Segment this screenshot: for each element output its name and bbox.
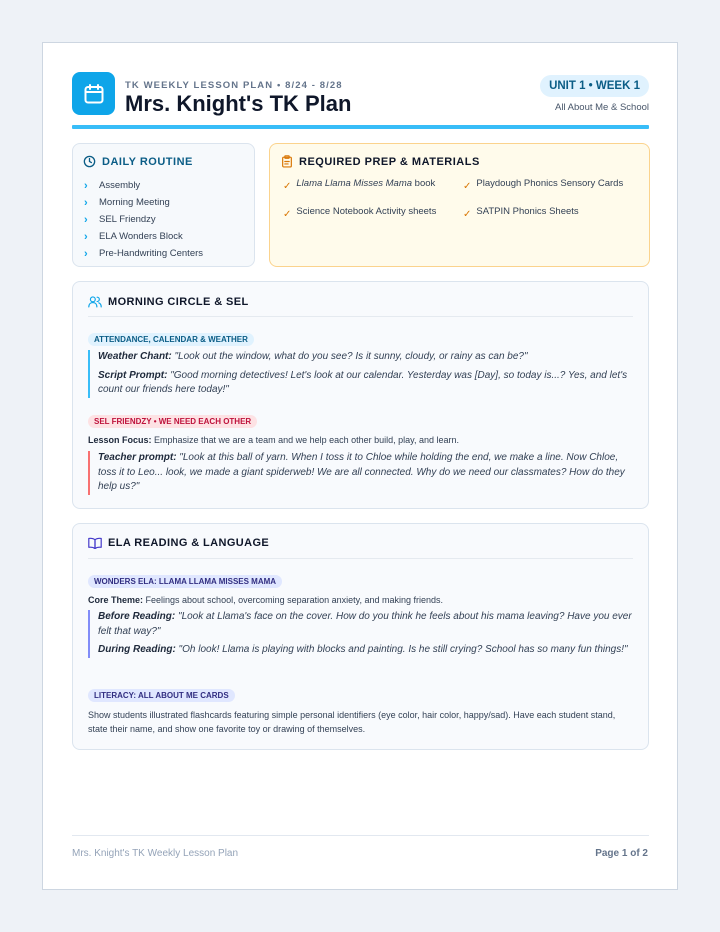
chevron-right-icon: › [84,196,88,209]
material-label: book [412,178,436,189]
material-label: SATPIN Phonics Sheets [476,206,579,217]
reading-prompts [88,610,633,658]
routine-item [84,211,203,228]
daily-routine-title: DAILY ROUTINE [102,155,193,168]
chevron-right-icon: › [84,247,88,260]
material-item [283,177,453,193]
before-reading-label: Before Reading: [98,611,176,622]
routine-item-label: ELA Wonders Block [99,231,183,242]
core-theme-label: Core Theme: [88,595,144,605]
lesson-plan-page [42,42,678,890]
required-prep-heading [281,155,480,168]
morning-circle-section [72,281,649,509]
teacher-prompt-block [88,451,633,495]
material-label: Science Notebook Activity sheets [296,206,437,217]
routine-item [84,228,203,245]
chevron-right-icon: › [84,213,88,226]
during-reading-text: "Oh look! Llama is playing with blocks and painting. Is he still crying? School has so many fun things!" [175,644,628,655]
footer-title: Mrs. Knight's TK Weekly Lesson Plan [72,848,239,859]
morning-circle-heading [88,295,249,308]
teacher-prompt [98,451,633,495]
before-reading [98,610,633,639]
morning-circle-title: MORNING CIRCLE & SEL [108,295,249,308]
routine-list [84,177,203,262]
clock-icon [83,155,96,168]
script-prompt-text: "Good morning detectives! Let's look at our calendar. Yesterday was [Day], so today is...? Yes, and let's count our friends here today!" [98,369,628,395]
weather-chant [98,350,633,365]
material-label: Playdough Phonics Sensory Cards [476,178,624,189]
check-icon: ✓ [283,209,292,220]
lesson-focus-text: Emphasize that we are a team and we help each other build, play, and learn. [151,435,460,445]
sel-friendzy-tag: SEL FRIENDZY • WE NEED EACH OTHER [88,415,257,428]
footer-divider [72,835,649,836]
core-theme-text: Feelings about school, overcoming separation anxiety, and making friends. [143,595,444,605]
ela-reading-heading [88,537,269,549]
lesson-focus-label: Lesson Focus: [88,435,152,445]
page-title: Mrs. Knight's TK Plan [125,91,352,116]
literacy-tag: LITERACY: ALL ABOUT ME CARDS [88,689,235,702]
material-item [283,205,453,221]
unit-week-badge: UNIT 1 • WEEK 1 [540,75,649,97]
material-item [463,205,633,221]
wonders-ela-tag: WONDERS ELA: LLAMA LLAMA MISSES MAMA [88,575,282,588]
material-book-title: Llama Llama Misses Mama [296,178,413,189]
clipboard-icon [281,155,293,168]
routine-item [84,194,203,211]
page-header [72,72,649,128]
before-reading-text: "Look at Llama's face on the cover. How do you think he feels about his mama leaving? Have you ever felt that way?" [98,611,632,637]
ela-reading-section [72,523,649,750]
during-reading-label: During Reading: [98,644,176,655]
page-number [595,848,648,859]
literacy-description: Show students illustrated flashcards featuring simple personal identifiers (eye color, hair color, happy/sad). Have each student stand, state their name, and show one favorite toy or drawing of themselves. [88,710,616,734]
calendar-icon [72,72,115,115]
section-divider [88,558,633,559]
chevron-right-icon: › [84,230,88,243]
header-divider [72,125,649,129]
users-icon [88,295,102,308]
section-divider [88,316,633,317]
lesson-focus [88,433,633,447]
unit-subtitle: All About Me & School [555,102,649,113]
script-prompt [98,369,633,398]
ela-reading-title: ELA READING & LANGUAGE [108,537,270,549]
plan-kicker: TK WEEKLY LESSON PLAN • 8/24 - 8/28 [125,80,343,91]
teacher-prompt-text: "Look at this ball of yarn. When I toss it to Chloe while holding the end, we make a line. Now Chloe, toss it to Leo... look, we made a giant spiderweb! We are all connected. Why do we need our classmates? How do they help us?" [98,452,625,492]
required-prep-card [269,143,650,267]
teacher-prompt-label: Teacher prompt: [98,452,177,463]
attendance-tag: ATTENDANCE, CALENDAR & WEATHER [88,333,254,346]
chevron-right-icon: › [84,179,88,192]
check-icon: ✓ [283,181,292,192]
required-prep-title: REQUIRED PREP & MATERIALS [299,155,480,168]
routine-item-label: Assembly [99,180,141,191]
page-number-label: Page 1 of 2 [595,848,648,859]
daily-routine-heading [83,155,193,168]
script-prompt-label: Script Prompt: [98,369,168,381]
weather-chant-label: Weather Chant: [98,351,172,362]
core-theme [88,593,633,607]
book-open-icon [88,537,102,549]
attendance-quotes [88,350,633,398]
routine-item-label: SEL Friendzy [99,214,156,225]
check-icon: ✓ [463,181,472,192]
during-reading [98,643,633,658]
material-item [463,177,633,193]
routine-item [84,245,203,262]
check-icon: ✓ [463,209,472,220]
weather-chant-text: "Look out the window, what do you see? Is it sunny, cloudy, or rainy as can be?" [171,351,528,362]
routine-item-label: Morning Meeting [99,197,170,208]
routine-item [84,177,203,194]
daily-routine-card [72,143,255,267]
routine-item-label: Pre-Handwriting Centers [99,248,204,259]
